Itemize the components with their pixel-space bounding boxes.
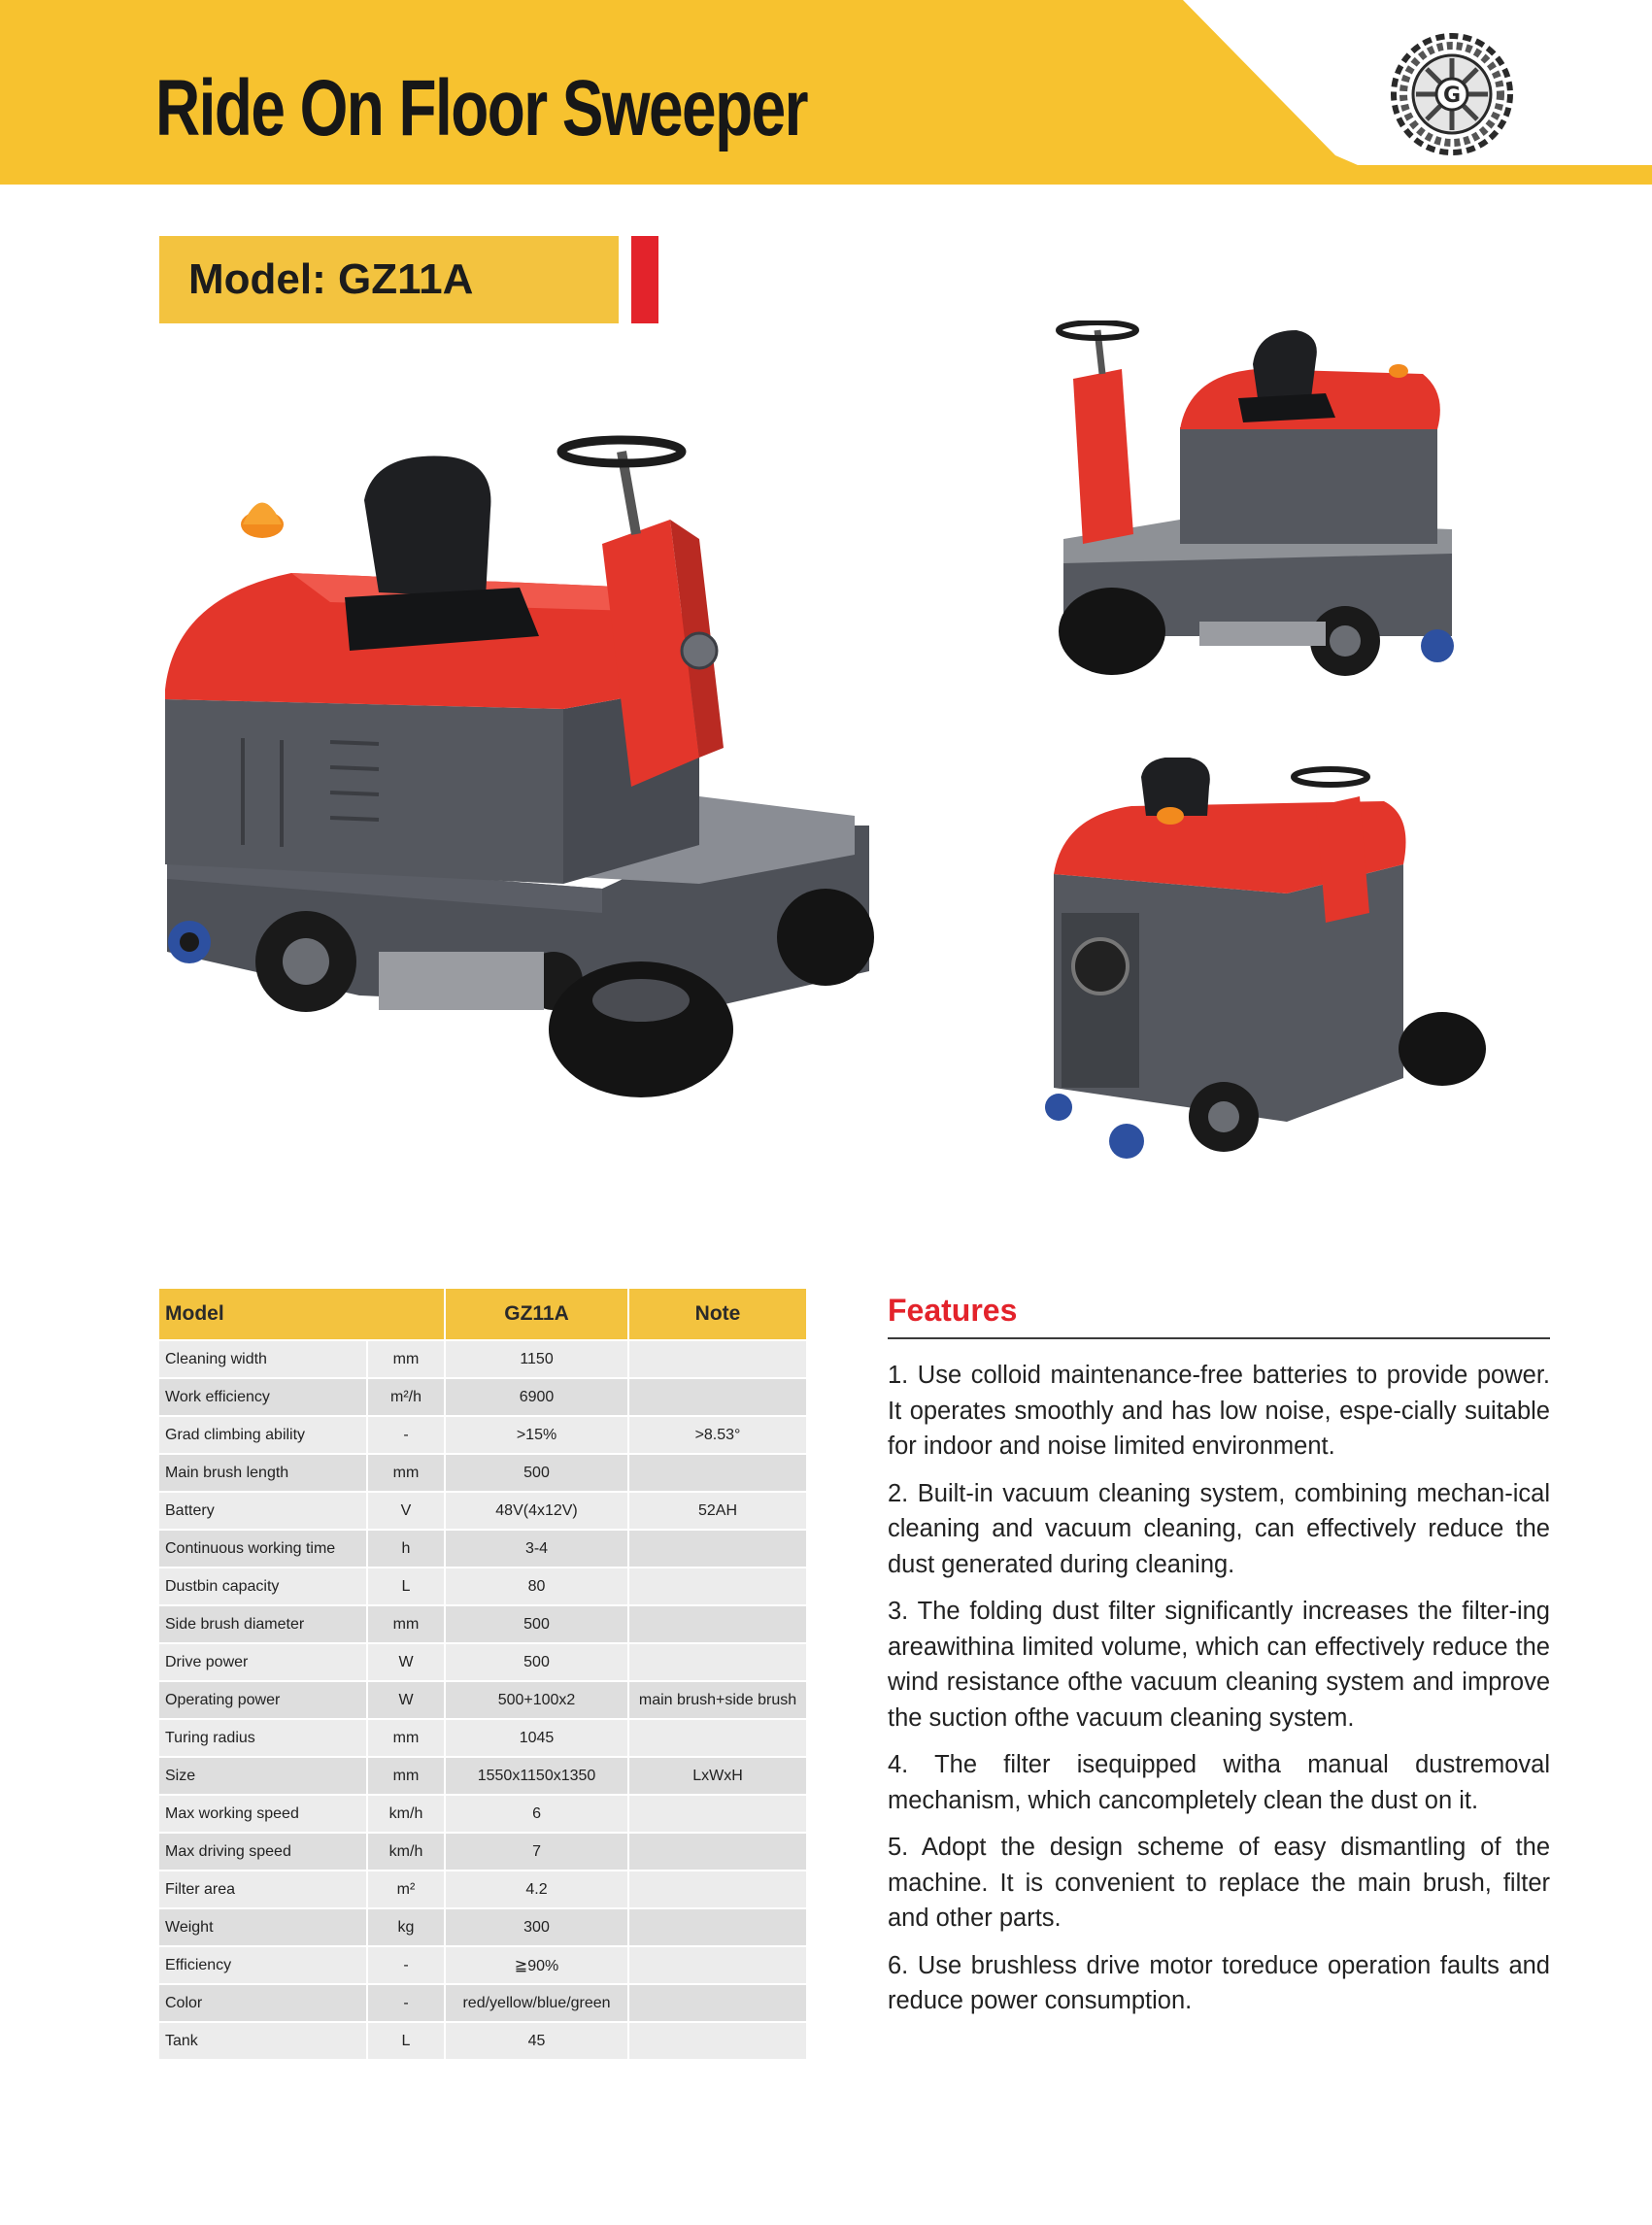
spec-param-cell: Drive power [159, 1643, 367, 1681]
spec-unit-cell: W [367, 1681, 445, 1719]
spec-value-cell: 300 [445, 1908, 628, 1946]
spec-unit-cell: mm [367, 1719, 445, 1757]
spec-param-cell: Dustbin capacity [159, 1568, 367, 1605]
table-row [159, 1530, 806, 1568]
spec-unit-cell: - [367, 1946, 445, 1984]
table-row [159, 1795, 806, 1833]
spec-unit-cell: h [367, 1530, 445, 1568]
model-tag [159, 236, 619, 323]
spec-unit-cell: W [367, 1643, 445, 1681]
spec-note-cell [628, 1340, 806, 1378]
spec-unit-cell: mm [367, 1454, 445, 1492]
table-row [159, 1416, 806, 1454]
spec-param-cell: Continuous working time [159, 1530, 367, 1568]
features-divider [888, 1337, 1550, 1339]
spec-note-cell [628, 1908, 806, 1946]
spec-value-cell: >15% [445, 1416, 628, 1454]
spec-value-cell: 45 [445, 2022, 628, 2059]
spec-table-header-row [159, 1289, 806, 1340]
spec-note-cell [628, 1530, 806, 1568]
model-label: Model: GZ11A [188, 255, 474, 303]
rear-sweeper-photo [1034, 758, 1491, 1175]
side-sweeper-photo [1054, 320, 1510, 709]
table-row [159, 1378, 806, 1416]
spec-param-cell: Size [159, 1757, 367, 1795]
spec-note-cell [628, 1643, 806, 1681]
spec-param-cell: Max working speed [159, 1795, 367, 1833]
spec-param-cell: Turing radius [159, 1719, 367, 1757]
table-row [159, 1984, 806, 2022]
table-row [159, 1719, 806, 1757]
spec-note-cell [628, 1795, 806, 1833]
spec-note-cell: LxWxH [628, 1757, 806, 1795]
spec-unit-cell: V [367, 1492, 445, 1530]
spec-unit-cell: mm [367, 1757, 445, 1795]
spec-param-cell: Grad climbing ability [159, 1416, 367, 1454]
table-row [159, 1492, 806, 1530]
table-row [159, 1757, 806, 1795]
spec-param-cell: Main brush length [159, 1454, 367, 1492]
table-row [159, 1908, 806, 1946]
spec-param-cell: Side brush diameter [159, 1605, 367, 1643]
spec-value-cell: 6900 [445, 1378, 628, 1416]
spec-param-cell: Tank [159, 2022, 367, 2059]
spec-note-cell [628, 1946, 806, 1984]
table-row [159, 1340, 806, 1378]
spec-unit-cell: - [367, 1984, 445, 2022]
spec-unit-cell: kg [367, 1908, 445, 1946]
feature-item: 5. Adopt the design scheme of easy dismantling of the machine. It is convenient to replace the main brush, filter and other parts. [888, 1834, 1550, 1932]
spec-value-cell: 500 [445, 1605, 628, 1643]
spec-note-cell [628, 1454, 806, 1492]
gear-chain-logo-icon [1389, 31, 1515, 157]
header-model: Model [159, 1289, 445, 1340]
spec-unit-cell: L [367, 1568, 445, 1605]
spec-param-cell: Efficiency [159, 1946, 367, 1984]
spec-value-cell: 7 [445, 1833, 628, 1871]
spec-param-cell: Max driving speed [159, 1833, 367, 1871]
spec-unit-cell: mm [367, 1340, 445, 1378]
spec-unit-cell: km/h [367, 1833, 445, 1871]
spec-note-cell [628, 1833, 806, 1871]
table-row [159, 1605, 806, 1643]
spec-unit-cell: m² [367, 1871, 445, 1908]
spec-value-cell: 4.2 [445, 1871, 628, 1908]
feature-item: 1. Use colloid maintenance-free batteries to provide power. It operates smoothly and has low noise, espe-cially suitable for indoor and noise limited environment. [888, 1362, 1550, 1460]
table-row [159, 1871, 806, 1908]
features-list [888, 1358, 1550, 2031]
spec-table-body [159, 1340, 806, 2059]
header-note: Note [628, 1289, 806, 1340]
spec-value-cell: 48V(4x12V) [445, 1492, 628, 1530]
spec-value-cell: 80 [445, 1568, 628, 1605]
feature-item: 4. The filter isequipped witha manual dustremoval mechanism, which cancompletely clean the dust on it. [888, 1751, 1550, 1814]
table-row [159, 1643, 806, 1681]
spec-param-cell: Weight [159, 1908, 367, 1946]
spec-unit-cell: L [367, 2022, 445, 2059]
feature-item: 3. The folding dust filter significantly increases the filter-ing areawithina limited volume, which can effectively reduce the wind resistance ofthe vacuum cleaning system and improve the suction ofthe vacuum cleaning system. [888, 1598, 1550, 1732]
spec-param-cell: Filter area [159, 1871, 367, 1908]
table-row [159, 2022, 806, 2059]
spec-unit-cell: km/h [367, 1795, 445, 1833]
spec-param-cell: Work efficiency [159, 1378, 367, 1416]
spec-unit-cell: mm [367, 1605, 445, 1643]
svg-text:G: G [1442, 84, 1462, 108]
header-gz11a: GZ11A [445, 1289, 628, 1340]
spec-value-cell: 1550x1150x1350 [445, 1757, 628, 1795]
spec-value-cell: ≧90% [445, 1946, 628, 1984]
spec-note-cell: >8.53° [628, 1416, 806, 1454]
spec-table [159, 1289, 806, 2059]
table-row [159, 1454, 806, 1492]
model-accent-bar [631, 236, 658, 323]
table-row [159, 1568, 806, 1605]
spec-note-cell [628, 1378, 806, 1416]
spec-unit-cell: m²/h [367, 1378, 445, 1416]
spec-param-cell: Color [159, 1984, 367, 2022]
feature-item: 2. Built-in vacuum cleaning system, combining mechan-ical cleaning and vacuum cleaning, can effectively reduce the dust generated during cleaning. [888, 1479, 1550, 1578]
spec-note-cell [628, 1871, 806, 1908]
spec-note-cell [628, 1719, 806, 1757]
page-title: Ride On Floor Sweeper [155, 64, 807, 152]
features-heading: Features [888, 1293, 1018, 1328]
spec-value-cell: 500 [445, 1454, 628, 1492]
spec-value-cell: 3-4 [445, 1530, 628, 1568]
spec-value-cell: 1150 [445, 1340, 628, 1378]
spec-param-cell: Cleaning width [159, 1340, 367, 1378]
spec-unit-cell: - [367, 1416, 445, 1454]
spec-note-cell [628, 1605, 806, 1643]
spec-note-cell [628, 2022, 806, 2059]
table-row [159, 1946, 806, 1984]
spec-value-cell: red/yellow/blue/green [445, 1984, 628, 2022]
main-sweeper-photo [155, 427, 913, 1185]
spec-param-cell: Battery [159, 1492, 367, 1530]
spec-param-cell: Operating power [159, 1681, 367, 1719]
spec-value-cell: 1045 [445, 1719, 628, 1757]
spec-value-cell: 500+100x2 [445, 1681, 628, 1719]
feature-item: 6. Use brushless drive motor toreduce operation faults and reduce power consumption. [888, 1951, 1550, 2014]
spec-note-cell: main brush+side brush [628, 1681, 806, 1719]
spec-note-cell [628, 1568, 806, 1605]
table-row [159, 1681, 806, 1719]
spec-value-cell: 500 [445, 1643, 628, 1681]
spec-note-cell [628, 1984, 806, 2022]
spec-note-cell: 52AH [628, 1492, 806, 1530]
table-row [159, 1833, 806, 1871]
spec-value-cell: 6 [445, 1795, 628, 1833]
